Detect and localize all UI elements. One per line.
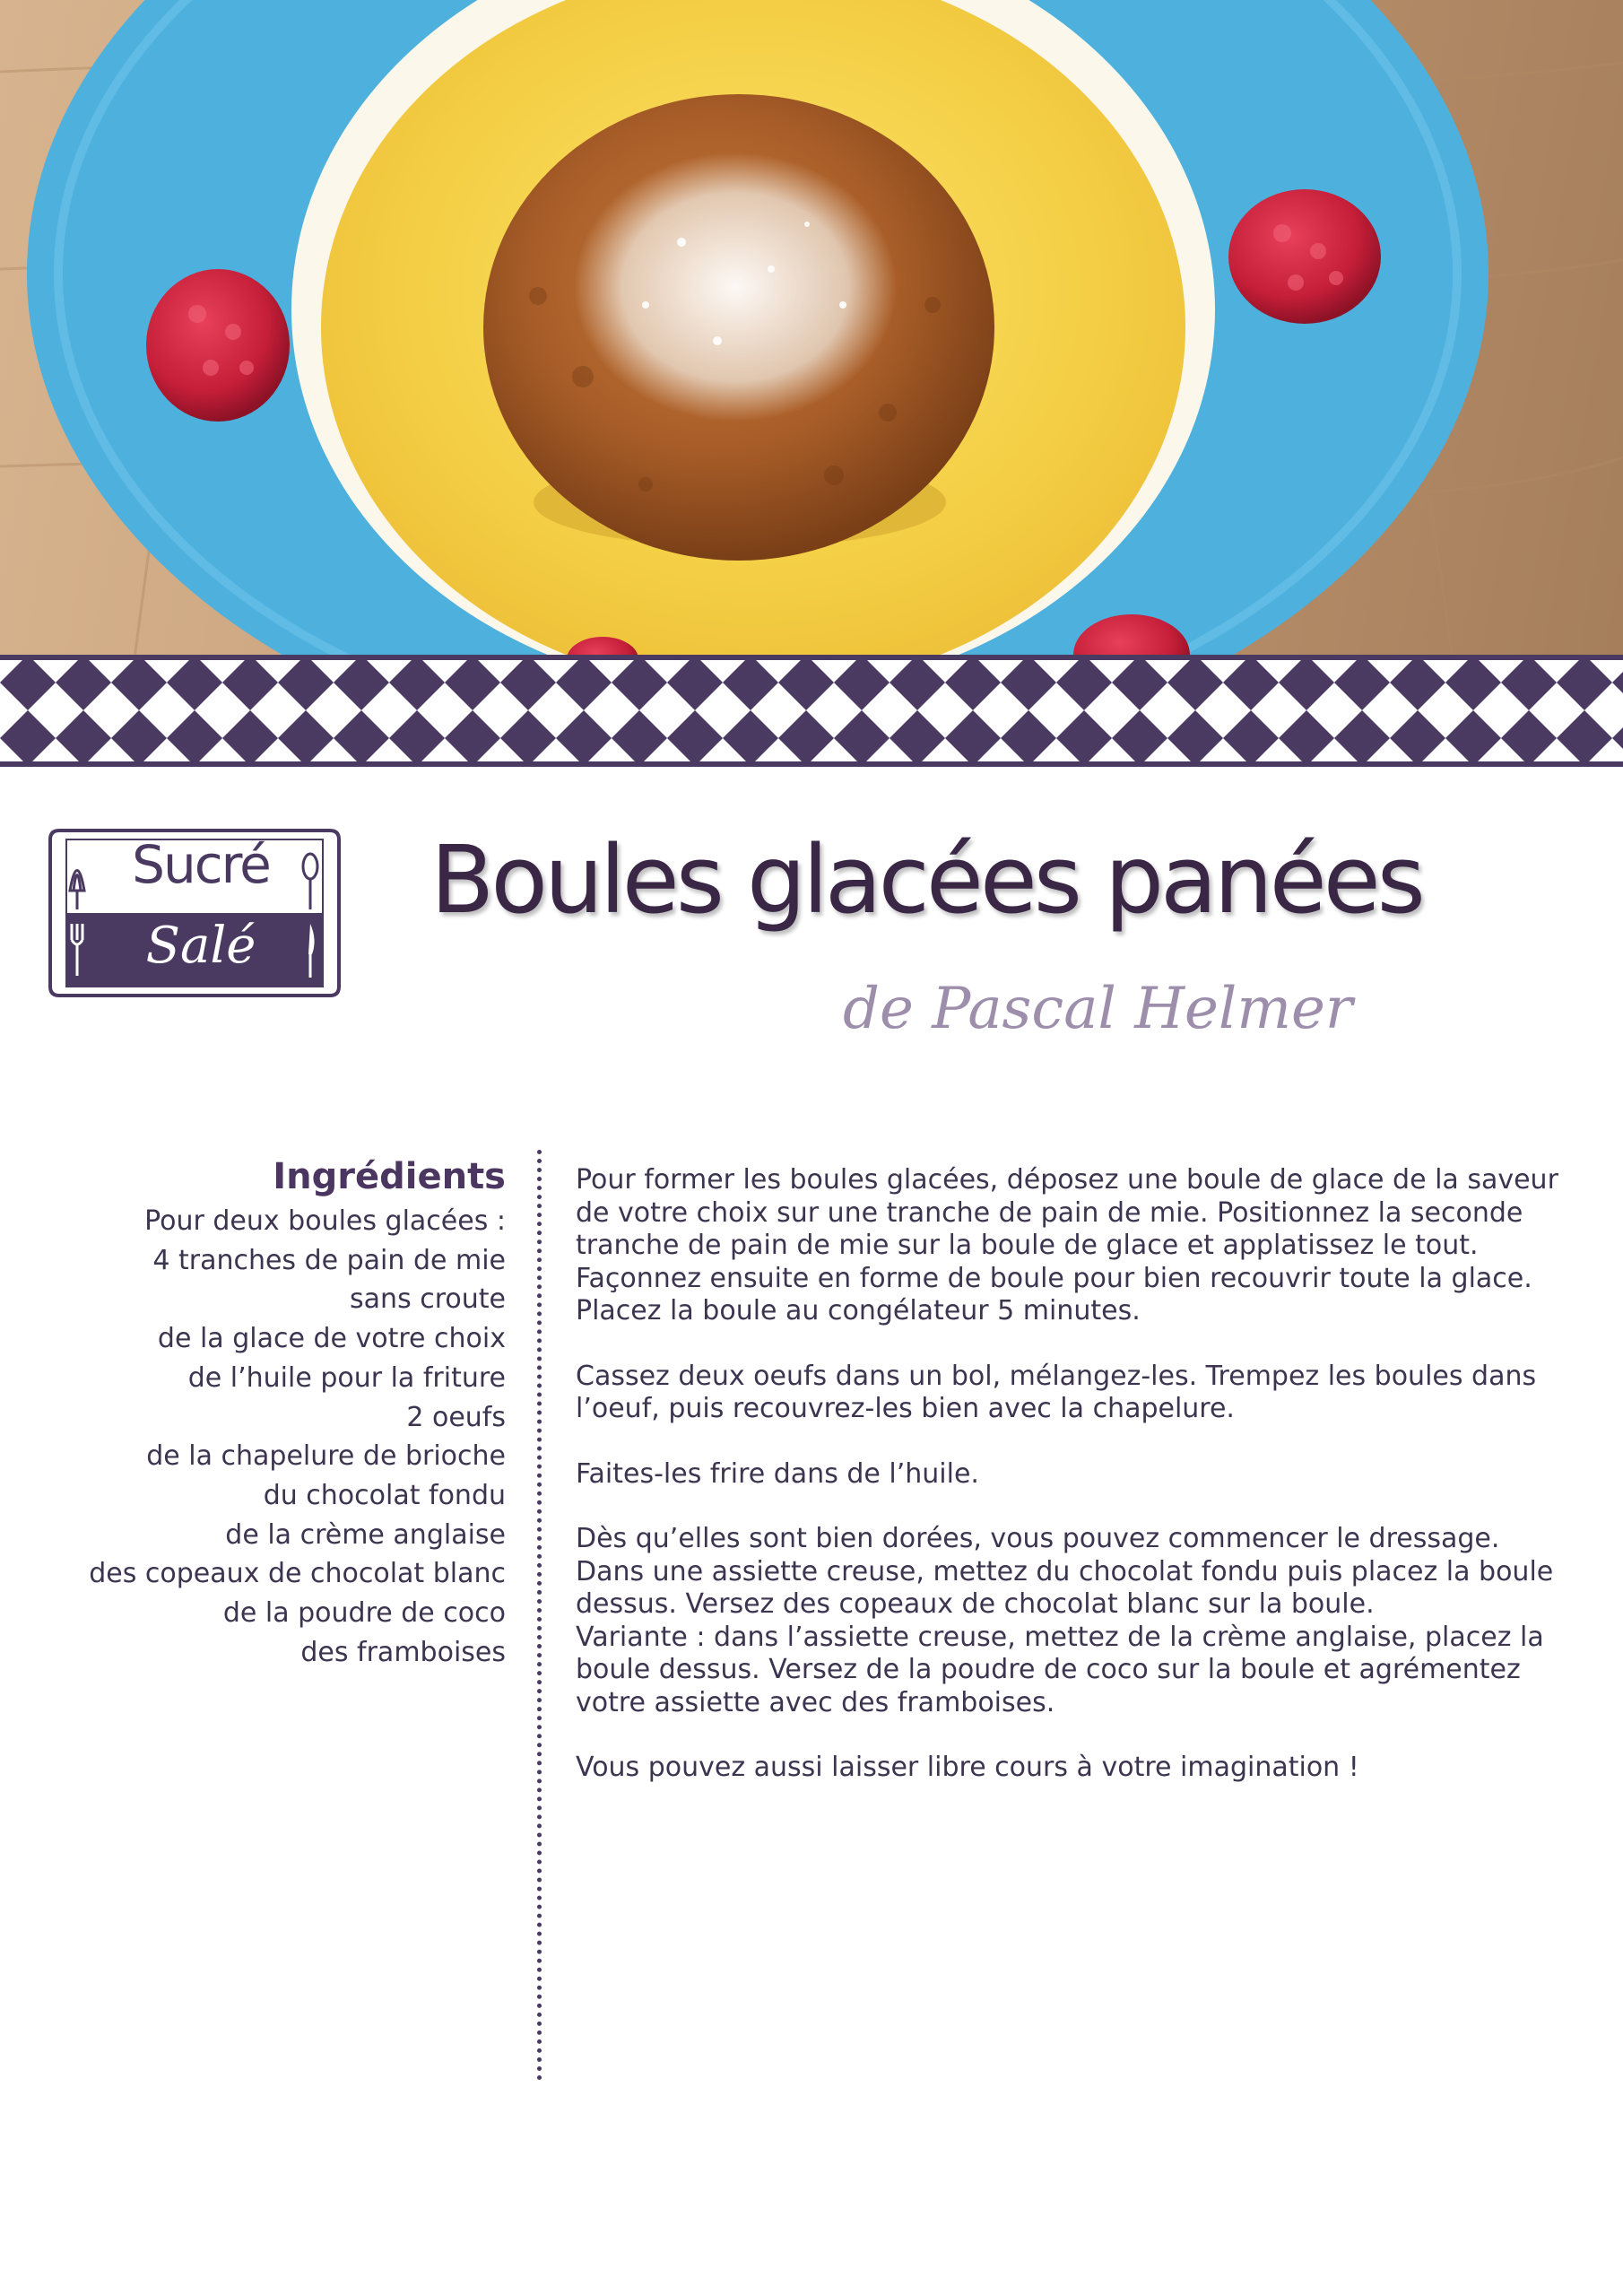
ingredient-item: 4 tranches de pain de mie <box>152 1244 506 1276</box>
page-title: Boules glacées panées <box>430 825 1422 935</box>
ingredients-heading: Ingrédients <box>273 1156 506 1197</box>
ingredient-item: sans croute <box>350 1283 506 1316</box>
column-divider <box>537 1150 542 2081</box>
instructions-section <box>576 1164 1571 1785</box>
ingredient-item: Pour deux boules glacées : <box>144 1205 506 1237</box>
brand-logo <box>43 823 346 1003</box>
ingredient-item: de la poudre de coco <box>222 1597 506 1630</box>
ingredient-item: des framboises <box>300 1636 506 1668</box>
logo-word-sale: Salé <box>145 917 256 975</box>
checkered-band <box>0 655 1623 767</box>
dessert-illustration <box>0 0 1623 659</box>
hero-photo <box>0 0 1623 659</box>
instruction-paragraph: Vous pouvez aussi laisser libre cours à votre imagination ! <box>576 1752 1359 1783</box>
ingredients-list <box>54 1202 506 1672</box>
ingredient-item: du chocolat fondu <box>263 1479 506 1511</box>
instruction-paragraph: Pour former les boules glacées, déposez une boule de glace de la saveur de votre choix sur une tranche de pain de mie. Positionnez la seconde tranche de pain de mie sur la boule de glace et applatissez le tout. Façonnez ensuite en forme de boule pour bien recouvrir toute la glace. Placez la boule au congélateur 5 minutes. <box>576 1164 1558 1326</box>
instruction-paragraph: Variante : dans l’assiette creuse, mettez de la crème anglaise, placez la boule dessus. Versez de la poudre de coco sur la boule et agrémentez votre assiette avec des framboises. <box>576 1621 1544 1718</box>
ingredient-item: 2 oeufs <box>406 1401 506 1433</box>
ingredient-item: de la crème anglaise <box>225 1518 506 1551</box>
instruction-paragraph: Faites-les frire dans de l’huile. <box>576 1457 979 1490</box>
instruction-paragraph: Dès qu’elles sont bien dorées, vous pouvez commencer le dressage. Dans une assiette creuse, mettez du chocolat fondu puis placez la boule dessus. Versez des copeaux de chocolat blanc sur la boule. <box>576 1523 1554 1620</box>
logo-word-sucre: Sucré <box>132 834 270 895</box>
raspberry-left <box>146 269 290 422</box>
author-byline: de Pascal Helmer <box>843 976 1353 1042</box>
instruction-paragraph: Cassez deux oeufs dans un bol, mélangez-les. Trempez les boules dans l’oeuf, puis recouvrez-les bien avec la chapelure. <box>576 1360 1537 1424</box>
coconut-powder <box>574 152 897 422</box>
ingredient-item: des copeaux de chocolat blanc <box>89 1558 506 1590</box>
ingredients-section <box>54 1155 506 1672</box>
raspberry-right <box>1228 189 1381 324</box>
ingredient-item: de la chapelure de brioche <box>146 1440 506 1473</box>
ingredient-item: de l’huile pour la friture <box>187 1361 506 1394</box>
ingredient-item: de la glace de votre choix <box>157 1323 506 1355</box>
